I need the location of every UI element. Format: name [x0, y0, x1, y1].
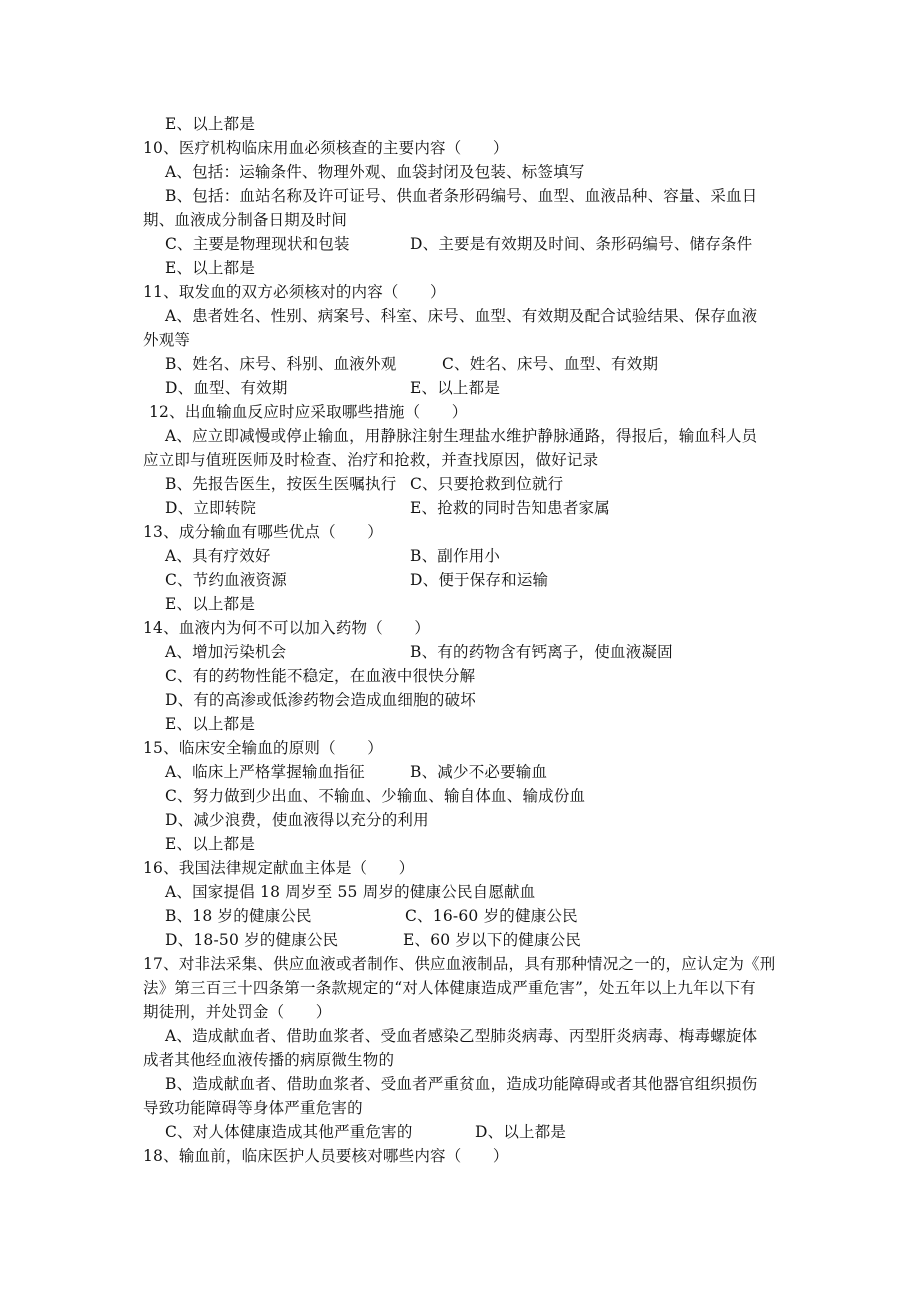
option-pair-line	[143, 232, 783, 256]
question-line: 13、成分输血有哪些优点（ ）	[143, 523, 383, 541]
continuation-line: 法》第三百三十四条第一条款规定的“对人体健康造成严重危害”，处五年以上九年以下有	[143, 979, 756, 997]
option-left: D、18-50 岁的健康公民	[165, 931, 339, 949]
option-line: C、努力做到少出血、不输血、少输血、输自体血、输成份血	[165, 787, 586, 805]
option-pair-line	[143, 640, 783, 664]
continuation-line: 导致功能障碍等身体严重危害的	[143, 1099, 363, 1117]
option-line: A、包括：运输条件、物理外观、血袋封闭及包装、标签填写	[165, 163, 585, 181]
option-pair-line	[143, 760, 783, 784]
option-line: A、患者姓名、性别、病案号、科室、床号、血型、有效期及配合试验结果、保存血液	[165, 307, 758, 325]
option-right: E、以上都是	[410, 379, 501, 397]
document-page	[143, 112, 783, 1168]
continuation-line: 期徒刑，并处罚金（ ）	[143, 1003, 332, 1021]
option-pair-line	[143, 904, 783, 928]
option-line: E、以上都是	[165, 715, 256, 733]
option-line: D、有的高渗或低渗药物会造成血细胞的破坏	[165, 691, 476, 709]
option-right: C、只要抢救到位就行	[410, 475, 564, 493]
continuation-line: 成者其他经血液传播的病原微生物的	[143, 1051, 395, 1069]
option-left: C、对人体健康造成其他严重危害的	[165, 1123, 413, 1141]
option-right: D、以上都是	[475, 1123, 567, 1141]
option-left: B、姓名、床号、科别、血液外观	[165, 355, 397, 373]
continuation-line: 应立即与值班医师及时检查、治疗和抢救，并查找原因，做好记录	[143, 451, 599, 469]
option-left: A、增加污染机会	[165, 643, 287, 661]
option-line: A、造成献血者、借助血浆者、受血者感染乙型肺炎病毒、丙型肝炎病毒、梅毒螺旋体	[165, 1027, 758, 1045]
option-right: E、60 岁以下的健康公民	[403, 931, 582, 949]
option-right: D、主要是有效期及时间、条形码编号、储存条件	[410, 235, 753, 253]
option-right: B、有的药物含有钙离子，使血液凝固	[410, 643, 673, 661]
option-left: D、立即转院	[165, 499, 257, 517]
option-pair-line	[143, 472, 783, 496]
option-line: B、造成献血者、借助血浆者、受血者严重贫血，造成功能障碍或者其他器官组织损伤	[165, 1075, 758, 1093]
option-pair-line	[143, 496, 783, 520]
option-line: E、以上都是	[165, 259, 256, 277]
option-pair-line	[143, 544, 783, 568]
option-pair-line	[143, 352, 783, 376]
option-line: B、包括：血站名称及许可证号、供血者条形码编号、血型、血液品种、容量、采血日	[165, 187, 758, 205]
option-right: C、16-60 岁的健康公民	[405, 907, 578, 925]
option-line: E、以上都是	[165, 115, 256, 133]
option-left: B、先报告医生，按医生医嘱执行	[165, 475, 397, 493]
continuation-line: 外观等	[143, 331, 191, 349]
continuation-line: 期、血液成分制备日期及时间	[143, 211, 348, 229]
option-line: D、减少浪费，使血液得以充分的利用	[165, 811, 429, 829]
option-pair-line	[143, 376, 783, 400]
option-pair-line	[143, 568, 783, 592]
option-left: C、主要是物理现状和包装	[165, 235, 350, 253]
option-right: E、抢救的同时告知患者家属	[410, 499, 610, 517]
option-line: A、应立即减慢或停止输血，用静脉注射生理盐水维护静脉通路，得报后，输血科人员	[165, 427, 758, 445]
option-line: E、以上都是	[165, 835, 256, 853]
option-left: B、18 岁的健康公民	[165, 907, 312, 925]
option-right: D、便于保存和运输	[410, 571, 549, 589]
option-line: C、有的药物性能不稳定，在血液中很快分解	[165, 667, 476, 685]
option-line: A、国家提倡 18 周岁至 55 周岁的健康公民自愿献血	[165, 883, 536, 901]
option-left: A、具有疗效好	[165, 547, 271, 565]
question-line: 17、对非法采集、供应血液或者制作、供应血液制品，具有那种情况之一的，应认定为《刑	[143, 955, 776, 973]
option-right: B、减少不必要输血	[410, 763, 548, 781]
question-line: 16、我国法律规定献血主体是（ ）	[143, 859, 415, 877]
option-right: C、姓名、床号、血型、有效期	[442, 355, 659, 373]
question-line: 10、医疗机构临床用血必须核查的主要内容（ ）	[143, 139, 509, 157]
option-pair-line	[143, 1120, 783, 1144]
option-right: B、副作用小	[410, 547, 501, 565]
question-line: 14、血液内为何不可以加入药物（ ）	[143, 619, 431, 637]
option-pair-line	[143, 928, 783, 952]
question-line: 15、临床安全输血的原则（ ）	[143, 739, 383, 757]
question-line: 18、输血前，临床医护人员要核对哪些内容（ ）	[143, 1147, 509, 1165]
option-left: D、血型、有效期	[165, 379, 288, 397]
option-left: C、节约血液资源	[165, 571, 287, 589]
question-line: 11、取发血的双方必须核对的内容（ ）	[143, 283, 446, 301]
option-line: E、以上都是	[165, 595, 256, 613]
option-left: A、临床上严格掌握输血指征	[165, 763, 365, 781]
question-line: 12、出血输血反应时应采取哪些措施（ ）	[149, 403, 468, 421]
